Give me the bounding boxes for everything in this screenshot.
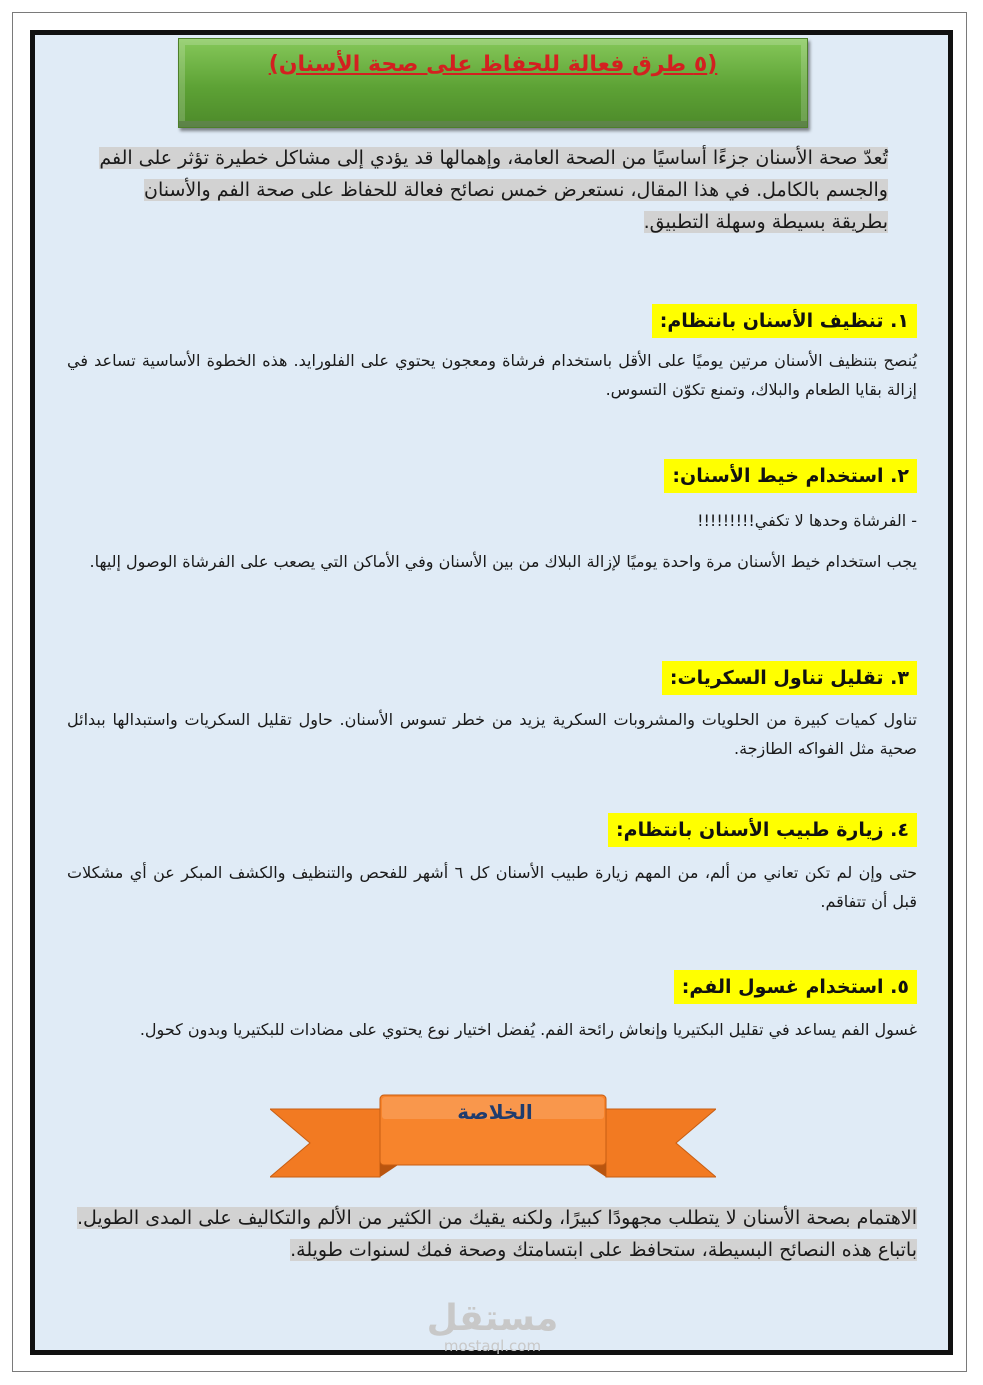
section-text-2: يجب استخدام خيط الأسنان مرة واحدة يوميًا لإزالة البلاك من بين الأسنان وفي الأماكن التي يصعب على الفرشاة الوصول إليها. [89, 552, 917, 571]
section-heading-1: ١. تنظيف الأسنان بانتظام: [652, 304, 917, 338]
section-text-1: يُنصح بتنظيف الأسنان مرتين يوميًا على الأقل باستخدام فرشاة ومعجون يحتوي على الفلورايد. هذه الخطوة الأساسية تساعد في إزالة بقايا الطعام والبلاك، وتمنع تكوّن التسوس. [67, 351, 917, 399]
conclusion-text: الاهتمام بصحة الأسنان لا يتطلب مجهودًا كبيرًا، ولكنه يقيك من الكثير من الألم والتكاليف على المدى الطويل. باتباع هذه النصائح البسيطة، ستحافظ على ابتسامتك وصحة فمك لسنوات طويلة. [77, 1207, 917, 1261]
watermark-site: mostaql.com [443, 1337, 542, 1355]
title-banner [178, 38, 808, 128]
section-text-5: غسول الفم يساعد في تقليل البكتيريا وإنعاش رائحة الفم. يُفضل اختيار نوع يحتوي على مضادات للبكتيريا وبدون كحول. [139, 1020, 917, 1039]
section-heading-4: ٤. زيارة طبيب الأسنان بانتظام: [608, 813, 917, 847]
section-text-3: تناول كميات كبيرة من الحلويات والمشروبات السكرية يزيد من خطر تسوس الأسنان. حاول تقليل السكريات واستبدالها ببدائل صحية مثل الفواكه الطازجة. [67, 710, 917, 758]
conclusion-label: الخلاصة [457, 1100, 533, 1124]
mostaql-watermark [420, 1300, 565, 1354]
section-heading-2: ٢. استخدام خيط الأسنان: [664, 459, 917, 493]
intro-text: تُعدّ صحة الأسنان جزءًا أساسيًا من الصحة العامة، وإهمالها قد يؤدي إلى مشاكل خطيرة تؤثر على الفم والجسم بالكامل. في هذا المقال، نستعرض خمس نصائح فعالة للحفاظ على صحة الفم والأسنان بطريقة بسيطة وسهلة التطبيق. [99, 147, 888, 233]
section-note-2: - الفرشاة وحدها لا تكفي!!!!!!!!! [697, 511, 917, 530]
section-text-4: حتى وإن لم تكن تعاني من ألم، من المهم زيارة طبيب الأسنان كل ٦ أشهر للفحص والتنظيف والكشف المبكر عن أي مشكلات قبل أن تتفاقم. [67, 863, 918, 911]
section-heading-5: ٥. استخدام غسول الفم: [674, 970, 917, 1004]
document-title: (٥ طرق فعالة للحفاظ على صحة الأسنان) [268, 51, 718, 77]
section-heading-3: ٣. تقليل تناول السكريات: [662, 661, 917, 695]
conclusion-paragraph [77, 1202, 917, 1266]
watermark-logo-text: مستقل [426, 1298, 559, 1339]
intro-paragraph [98, 142, 888, 238]
